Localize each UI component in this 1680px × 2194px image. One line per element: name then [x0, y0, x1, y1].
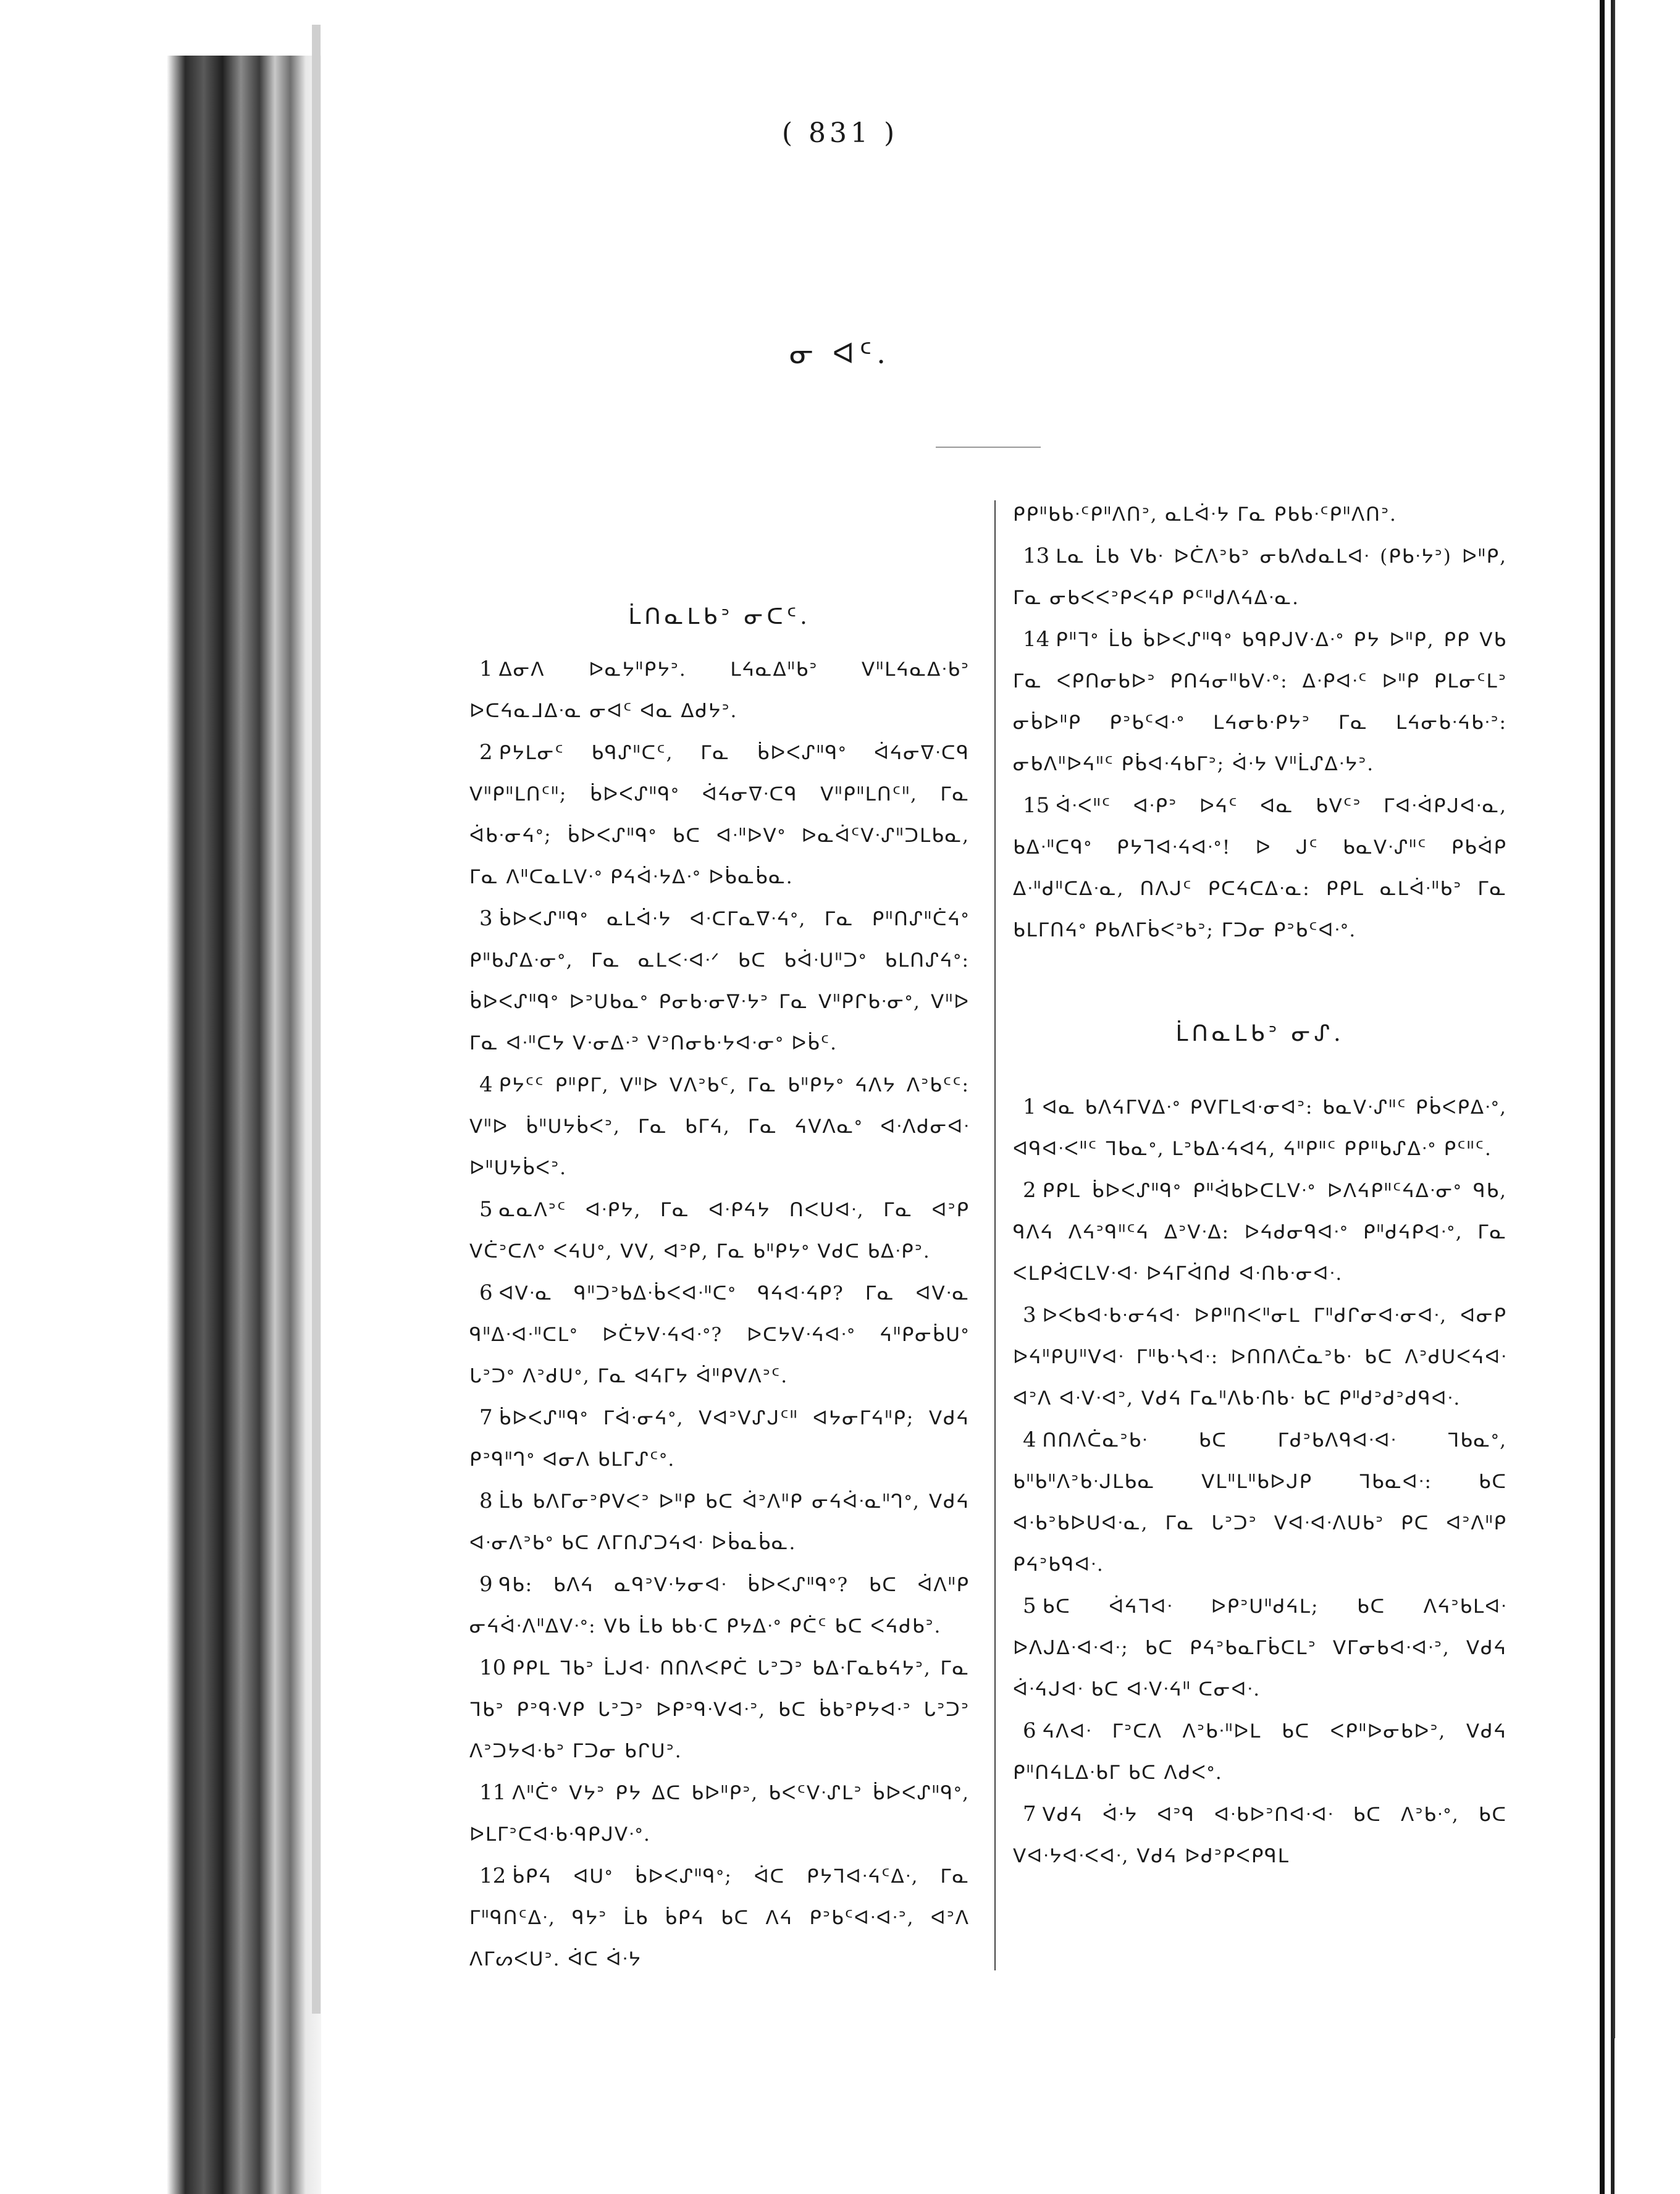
verse [1013, 1586, 1507, 1710]
verse [469, 1772, 970, 1856]
verse-text: ᑳᐅᐸᔑᐦᑫᐤ ᒥᐋᐧᓂᔦᐤ, ᐯᐊᐣᐯᔑᒍᑦᐦ ᐊᔭᓂᒥᔦᐦᑭ; ᐯᑯᔦ ᑭᐣᑫᐦᒉᐤ ᐊᓂᐱ ᑲᒪᒥᔑᑦᐤ. [469, 1407, 970, 1471]
verse [1013, 1295, 1507, 1419]
page-edge [312, 25, 321, 2014]
verse-number: 2 [1023, 1178, 1036, 1203]
verse [469, 898, 970, 1064]
verse-list [1013, 1086, 1507, 1877]
verse-text: ᑳᐅᐸᔑᐦᑫᐤ ᓇᒪᐋᐧᔭ ᐊᐧᑕᒥᓇᐁᐧᔦᐤ, ᒥᓇ ᑭᐦᑎᔑᐦᑖᔦᐤ ᑭᐦᑲᔑᐃᐧᓂᐤ, ᒥᓇ ᓇᒪᐸᐧᐊᐧᐟ ᑲᑕ ᑲᐋᐧᑌᐦᑐᐤ ᑲᒪᑎᔑᔦᐤ: ᑳᐅᐸᔑᐦᑫᐤ ᐅᐣᑌᑲᓇᐤ ᑭᓂᑲᐧᓂᐁᐧᔭᐣ ᒥᓇ ᐯᐦᑭᒋᑲᐧᓂᐤ, ᐯᐦᐅ ᒥᓇ ᐊᐧᐦᑕᔭ ᐯᐧᓂᐃᐧᐣ ᐯᐣᑎᓂᑲᐧᔭᐊᐧᓂᐤ ᐅᑳᑦ. [469, 908, 970, 1054]
verse-number: 7 [1023, 1802, 1036, 1826]
verse [469, 649, 970, 732]
section-title: ᒫᑎᓇᒪᑲᐣ ᓂᑕᑦ. [628, 604, 811, 629]
verse-number: 12 [479, 1864, 506, 1888]
verse-number: 15 [1023, 793, 1050, 818]
verse [1013, 1419, 1507, 1586]
verse-text: ᐋᐧᐸᐦᑦ ᐊᐧᑭᐣ ᐅᔦᑦ ᐊᓇ ᑲᐯᑦᐣ ᒥᐊᐧᐋᑭᒍᐊᐧᓇ, ᑲᐃᐧᐦᑕᑫᐤ ᑭᔭᒣᐊᐧᔦᐊᐧᐤ! ᐅ ᒍᑦ ᑲᓇᐯᐧᔑᐦᑦ ᑭᑲᐋᑭ ᐃᐧᐦᑯᐦᑕᐃᐧᓇ, ᑎᐱᒍᑦ ᑭᑕᔦᑕᐃᐧᓇ: ᑭᑭᒪ ᓇᒪᐋᐧᐦᑲᐣ ᒥᓇ ᑲᒪᒥᑎᔦᐤ ᑭᑲᐱᒥᑳᐸᐣᑲᐣ; ᒥᑐᓂ ᑭᐣᑲᑦᐊᐧᐤ. [1013, 795, 1507, 941]
verse-number: 4 [1023, 1427, 1036, 1452]
verse-text: ᑫᑲ: ᑲᐱᔦ ᓇᑫᐣᐯᐧᔭᓂᐊᐧ ᑳᐅᐸᔑᐦᑫᐤ? ᑲᑕ ᐋᐱᐦᑭ ᓂᔦᐋᐧᐱᐦᐃᐯᐧᐤ: ᐯᑲ ᒫᑲ ᑲᑲᐧᑕ ᑭᔭᐃᐧᐤ ᑭᑖᑦ ᑲᑕ ᐸᔦᑯᑲᐣ. [469, 1574, 970, 1637]
verse [1013, 1710, 1507, 1794]
facing-page [1613, 0, 1680, 2038]
chapter-heading: ᓂ ᐊᑦ. [789, 337, 891, 370]
verse [469, 732, 970, 898]
verse-number: 3 [479, 906, 493, 931]
verse-number: 1 [479, 657, 493, 681]
verse [469, 1856, 970, 1980]
verse-text: ᓇᓇᐱᐣᑦ ᐊᐧᑭᔭ, ᒥᓇ ᐊᐧᑭᔦᔭ ᑎᐸᑌᐊᐧ, ᒥᓇ ᐊᐣᑭ ᐯᑖᐣᑕᐱᐤ ᐸᔦᑌᐤ, ᐯᐯ, ᐊᐣᑭ, ᒥᓇ ᑲᐦᑭᔭᐤ ᐯᑯᑕ ᑲᐃᐧᑭᐣ. [469, 1199, 970, 1263]
verse-text: ᐊᐯᐧᓇ ᑫᐦᑐᐣᑲᐃᐧᑳᐸᐊᐧᐦᑕᐤ ᑫᔦᐊᐧᔦᑭ? ᒥᓇ ᐊᐯᐧᓇ ᑫᐦᐃᐧᐊᐧᐦᑕᒪᐤ ᐅᑖᔭᐯᐧᔦᐊᐧᐤ? ᐅᑕᔭᐯᐧᔦᐊᐧᐤ ᔦᐦᑭᓂᑳᑌᐤ ᒐᐣᑐᐤ ᐱᐣᑯᑌᐤ, ᒥᓇ ᐊᔦᒥᔭ ᐋᐦᑭᐯᐱᐣᑦ. [469, 1282, 970, 1387]
verse [469, 1397, 970, 1481]
verse-number: 1 [1023, 1095, 1036, 1119]
verse-text: ᐯᑯᔦ ᐋᐧᔭ ᐊᐣᑫ ᐊᐧᑲᐅᐣᑎᐊᐧᐊᐧ ᑲᑕ ᐱᐣᑲᐧᐤ, ᑲᑕ ᐯᐊᐧᔭᐊᐧᐸᐊᐧ, ᐯᑯᔦ ᐅᑯᐣᑭᐸᑭᑫᒪ [1013, 1804, 1507, 1867]
verse-text: ᒪᓇ ᒫᑲ ᐯᑲᐧ ᐅᑖᐱᐣᑲᐣ ᓂᑲᐱᑯᓇᒪᐊᐧ (ᑭᑲᐧᔭᐣ) ᐅᐦᑭ, ᒥᓇ ᓂᑲᐸᐸᐣᑭᐸᔦᑭ ᑭᑦᐦᑯᐱᔦᐃᐧᓇ. [1013, 545, 1507, 609]
verse-number: 2 [479, 740, 493, 765]
verse-text: ᐊᓇ ᑲᐱᔦᒥᐯᐃᐧᐤ ᑭᐯᒥᒪᐊᐧᓂᐊᐣ: ᑲᓇᐯᐧᔑᐦᑦ ᑭᑳᐸᑭᐃᐧᐤ, ᐊᑫᐊᐧᐸᐦᑦ ᒣᑲᓇᐤ, ᒪᐣᑲᐃᐧᔦᐊᔦ, ᔦᐦᑭᐦᑦ ᑭᑭᐦᑲᔑᐃᐧᐤ ᑭᑦᐦᑦ. [1013, 1096, 1507, 1160]
verse-text: ᑳᑭᔦ ᐊᑌᐤ ᑳᐅᐸᔑᐦᑫᐤ; ᐋᑕ ᑭᔭᒣᐊᐧᔦᑦᐃᐧ, ᒥᓇ ᒥᐦᑫᑎᑦᐃᐧ, ᑫᔭᐣ ᒫᑲ ᑳᑭᔦ ᑲᑕ ᐱᔦ ᑭᐣᑲᑦᐊᐧᐊᐧᐣ, ᐊᐣᐱ ᐱᒥᔕᐸᑌᐣ. ᐋᑕ ᐋᐧᔭ [469, 1865, 970, 1970]
verse [469, 1189, 970, 1272]
verse-text: ᑭᑭᒪ ᒣᑲᐣ ᒫᒍᐊᐧ ᑎᑎᐱᐸᑭᑖ ᒐᐣᑐᐣ ᑲᐃᐧᒥᓇᑲᔦᔭᐣ, ᒥᓇ ᒣᑲᐣ ᑭᐣᑫᐧᐯᑭ ᒐᐣᑐᐣ ᐅᑭᐣᑫᐧᐯᐊᐧᐣ, ᑲᑕ ᑳᑲᐣᑭᔭᐊᐧᐣ ᒐᐣᑐᐣ ᐱᐣᑐᔭᐊᐧᑲᐣ ᒥᑐᓂ ᑲᒋᑌᐣ. [469, 1657, 970, 1762]
verse-continuation: ᑭᑭᐦᑲᑲᐧᑦᑭᐦᐱᑎᐣ, ᓇᒪᐋᐧᔭ ᒥᓇ ᑭᑲᑲᐧᑦᑭᐦᐱᑎᐣ. [1013, 503, 1397, 526]
verse [1013, 619, 1507, 785]
verse [469, 1064, 970, 1189]
verse-text: ᐃᓂᐱ ᐅᓇᔭᐦᑭᔭᐣ. ᒪᔦᓇᐃᐦᑲᐣ ᐯᐦᒪᔦᓇᐃᐧᑲᐣ ᐅᑕᔦᓇᒧᐃᐧᓇ ᓂᐊᑦ ᐊᓇ ᐃᑯᔭᐣ. [469, 658, 970, 722]
verse-text: ᑭᔭᒪᓂᑦ ᑲᑫᔑᐦᑕᑦ, ᒥᓇ ᑳᐅᐸᔑᐦᑫᐤ ᐋᔦᓂᐁᐧᑕᑫ ᐯᐦᑭᐦᒪᑎᑦᐦ; ᑳᐅᐸᔑᐦᑫᐤ ᐋᔦᓂᐁᐧᑕᑫ ᐯᐦᑭᐦᒪᑎᑦᐦ, ᒥᓇ ᐋᑲᐧᓂᔦᐤ; ᑳᐅᐸᔑᐦᑫᐤ ᑲᑕ ᐊᐧᐦᐅᐯᐤ ᐅᓇᐋᑦᐯᐧᔑᐦᑐᒪᑲᓇ, ᒥᓇ ᐱᐦᑕᓇᒪᐯᐧᐤ ᑭᔦᐋᐧᔭᐃᐧᐤ ᐅᑳᓇᑳᓇ. [469, 742, 970, 888]
verse [1013, 1794, 1507, 1877]
column-divider [994, 500, 996, 1970]
verse-number: 7 [479, 1405, 493, 1430]
verse-number: 13 [1023, 544, 1050, 568]
verse [1013, 536, 1507, 619]
verse [469, 1272, 970, 1397]
section-title: ᒫᑎᓇᒪᑲᐣ ᓂᔑ. [1175, 1021, 1345, 1046]
verse-list [1013, 536, 1507, 951]
page-number: ( 831 ) [781, 117, 899, 149]
verse-number: 4 [479, 1072, 493, 1097]
verse-number: 9 [479, 1572, 493, 1597]
verse-text: ᐱᐦᑖᐤ ᐯᔭᐣ ᑭᔭ ᐃᑕ ᑲᐅᐦᑭᐣ, ᑲᐸᑦᐯᐧᔑᒪᐣ ᑳᐅᐸᔑᐦᑫᐤ, ᐅᒪᒥᐣᑕᐊᐧᑲᐧᑫᑭᒍᐯᐧᐤ. [469, 1782, 970, 1846]
verse-number: 3 [1023, 1303, 1036, 1327]
verse-text: ᑲᑕ ᐋᔦᒣᐊᐧ ᐅᑭᐣᑌᐦᑯᔦᒪ; ᑲᑕ ᐱᔦᐣᑲᒪᐊᐧ ᐅᐱᒍᐃᐧᐊᐧᐊᐧ; ᑲᑕ ᑭᔦᐣᑲᓇᒥᑳᑕᒪᐣ ᐯᒥᓂᑲᐊᐧᐊᐧᐣ, ᐯᑯᔦ ᐋᐧᔦᒍᐊᐧ ᑲᑕ ᐊᐧᐯᐧᔦᐦ ᑕᓂᐊᐧ. [1013, 1595, 1507, 1700]
verse [1013, 1170, 1507, 1295]
verse-text: ᑭᔭᑦᑦ ᑭᐦᑭᒥ, ᐯᐦᐅ ᐯᐱᐣᑲᑦ, ᒥᓇ ᑲᐦᑭᔭᐤ ᔦᐱᔭ ᐱᐣᑲᑦᑦ: ᐯᐦᐅ ᑳᐦᑌᔭᑳᐸᐣ, ᒥᓇ ᑲᒥᔦ, ᒥᓇ ᔦᐯᐱᓇᐤ ᐊᐧᐱᑯᓂᐊᐧ ᐅᐦᑌᔭᑳᐸᐣ. [469, 1074, 970, 1179]
verse [469, 1481, 970, 1564]
verse-text: ᒫᑲ ᑲᐱᒥᓂᐣᑭᐯᐸᐣ ᐅᐦᑭ ᑲᑕ ᐋᐣᐱᐦᑭ ᓂᔦᐋᐧᓇᐦᒉᐤ, ᐯᑯᔦ ᐊᐧᓂᐱᐣᑲᐤ ᑲᑕ ᐱᒥᑎᔑᑐᔦᐊᐧ ᐅᑳᓇᑳᓇ. [469, 1490, 970, 1554]
verse-number: 6 [1023, 1718, 1036, 1743]
verse-number: 10 [479, 1655, 506, 1680]
verse-text: ᑎᑎᐱᑖᓇᐣᑲᐧ ᑲᑕ ᒥᑯᐣᑲᐱᑫᐊᐧᐊᐧ ᒣᑲᓇᐤ, ᑲᐦᑲᐦᐱᐣᑲᐧᒍᒪᑲᓇ ᐯᒪᐦᒪᐦᑲᐅᒍᑭ ᒣᑲᓇᐊᐧ: ᑲᑕ ᐊᐧᑲᐣᑲᐅᑌᐊᐧᓇ, ᒥᓇ ᒐᐣᑐᐣ ᐯᐊᐧᐊᐧᐱᑌᑲᐣ ᑭᑕ ᐊᐣᐱᐦᑭ ᑭᔦᐣᑲᑫᐊᐧ. [1013, 1429, 1507, 1576]
verse-number: 5 [1023, 1594, 1036, 1618]
verse-number: 11 [479, 1780, 506, 1805]
verse-number: 6 [479, 1280, 493, 1305]
verse [1013, 1086, 1507, 1170]
heading-rule [936, 447, 1041, 448]
verse-number: 8 [479, 1489, 493, 1513]
verse-number: 5 [479, 1197, 493, 1222]
verse-number: 14 [1023, 627, 1050, 652]
verse [469, 1564, 970, 1647]
verse-list [469, 649, 970, 1980]
verse-text: ᑭᑭᒪ ᑳᐅᐸᔑᐦᑫᐤ ᑭᐦᐋᑲᐅᑕᒪᐯᐧᐤ ᐅᐱᔦᑭᐦᑦᔦᐃᐧᓂᐤ ᑫᑲ, ᑫᐱᔦ ᐱᔦᐣᑫᐦᑦᔦ ᐃᐣᐯᐧᐃ: ᐅᔦᑯᓂᑫᐊᐧᐤ ᑭᐦᑯᔦᑭᐊᐧᐤ, ᒥᓇ ᐸᒪᑭᐋᑕᒪᐯᐧᐊᐧ ᐅᔦᒥᐋᑎᑯ ᐊᐧᑎᑲᐧᓂᐊᐧ. [1013, 1180, 1507, 1285]
left-column [469, 596, 970, 1980]
verse [469, 1647, 970, 1772]
book-binding-edge [0, 0, 321, 2194]
verse-text: ᐅᐸᑲᐊᐧᑲᐧᓂᔦᐊᐧ ᐅᑭᐦᑎᐸᐦᓂᒪ ᒥᐦᑯᒋᓂᐊᐧᓂᐊᐧ, ᐊᓂᑭ ᐅᔦᐦᑭᑌᐦᐯᐊᐧ ᒥᐦᑲᐧᓴᐊᐧ: ᐅᑎᑎᐱᑖᓇᐣᑲᐧ ᑲᑕ ᐱᐣᑯᑌᐸᔦᐊᐧ ᐊᐣᐱ ᐊᐧᐯᐧᐊᐣ, ᐯᑯᔦ ᒥᓇᐦᐱᑲᐧᑎᑲᐧ ᑲᑕ ᑭᐦᑯᐣᑯᐣᑯᑫᐊᐧ. [1013, 1305, 1507, 1410]
verse-text: ᔦᐱᐊᐧ ᒥᐣᑕᐱ ᐱᐣᑲᐧᐦᐅᒪ ᑲᑕ ᐸᑭᐦᐅᓂᑲᐅᐣ, ᐯᑯᔦ ᑭᐦᑎᔦᒪᐃᐧᑲᒥ ᑲᑕ ᐱᑯᐸᐤ. [1013, 1720, 1507, 1784]
verse [1013, 785, 1507, 951]
right-column [1013, 494, 1507, 1877]
verse-text: ᑭᐦᒣᐤ ᒫᑲ ᑳᐅᐸᔑᐦᑫᐤ ᑲᑫᑭᒍᐯᐧᐃᐧᐤ ᑭᔭ ᐅᐦᑭ, ᑭᑭ ᐯᑲ ᒥᓇ ᐸᑭᑎᓂᑲᐅᐣ ᑭᑎᔦᓂᐦᑲᐯᐧᐤ: ᐃᐧᑭᐊᐧᑦ ᐅᐦᑭ ᑭᒪᓂᑦᒪᐣ ᓂᑳᐅᐦᑭ ᑭᐣᑲᑦᐊᐧᐤ ᒪᔦᓂᑲᐧᑭᔭᐣ ᒥᓇ ᒪᔦᓂᑲᐧᔦᑲᐧᐣ: ᓂᑲᐱᐦᐅᔦᐦᑦ ᑭᑳᐊᐧᔦᑲᒥᐣ; ᐋᐧᔭ ᐯᐦᒫᔑᐃᐧᔭᐣ. [1013, 629, 1507, 775]
